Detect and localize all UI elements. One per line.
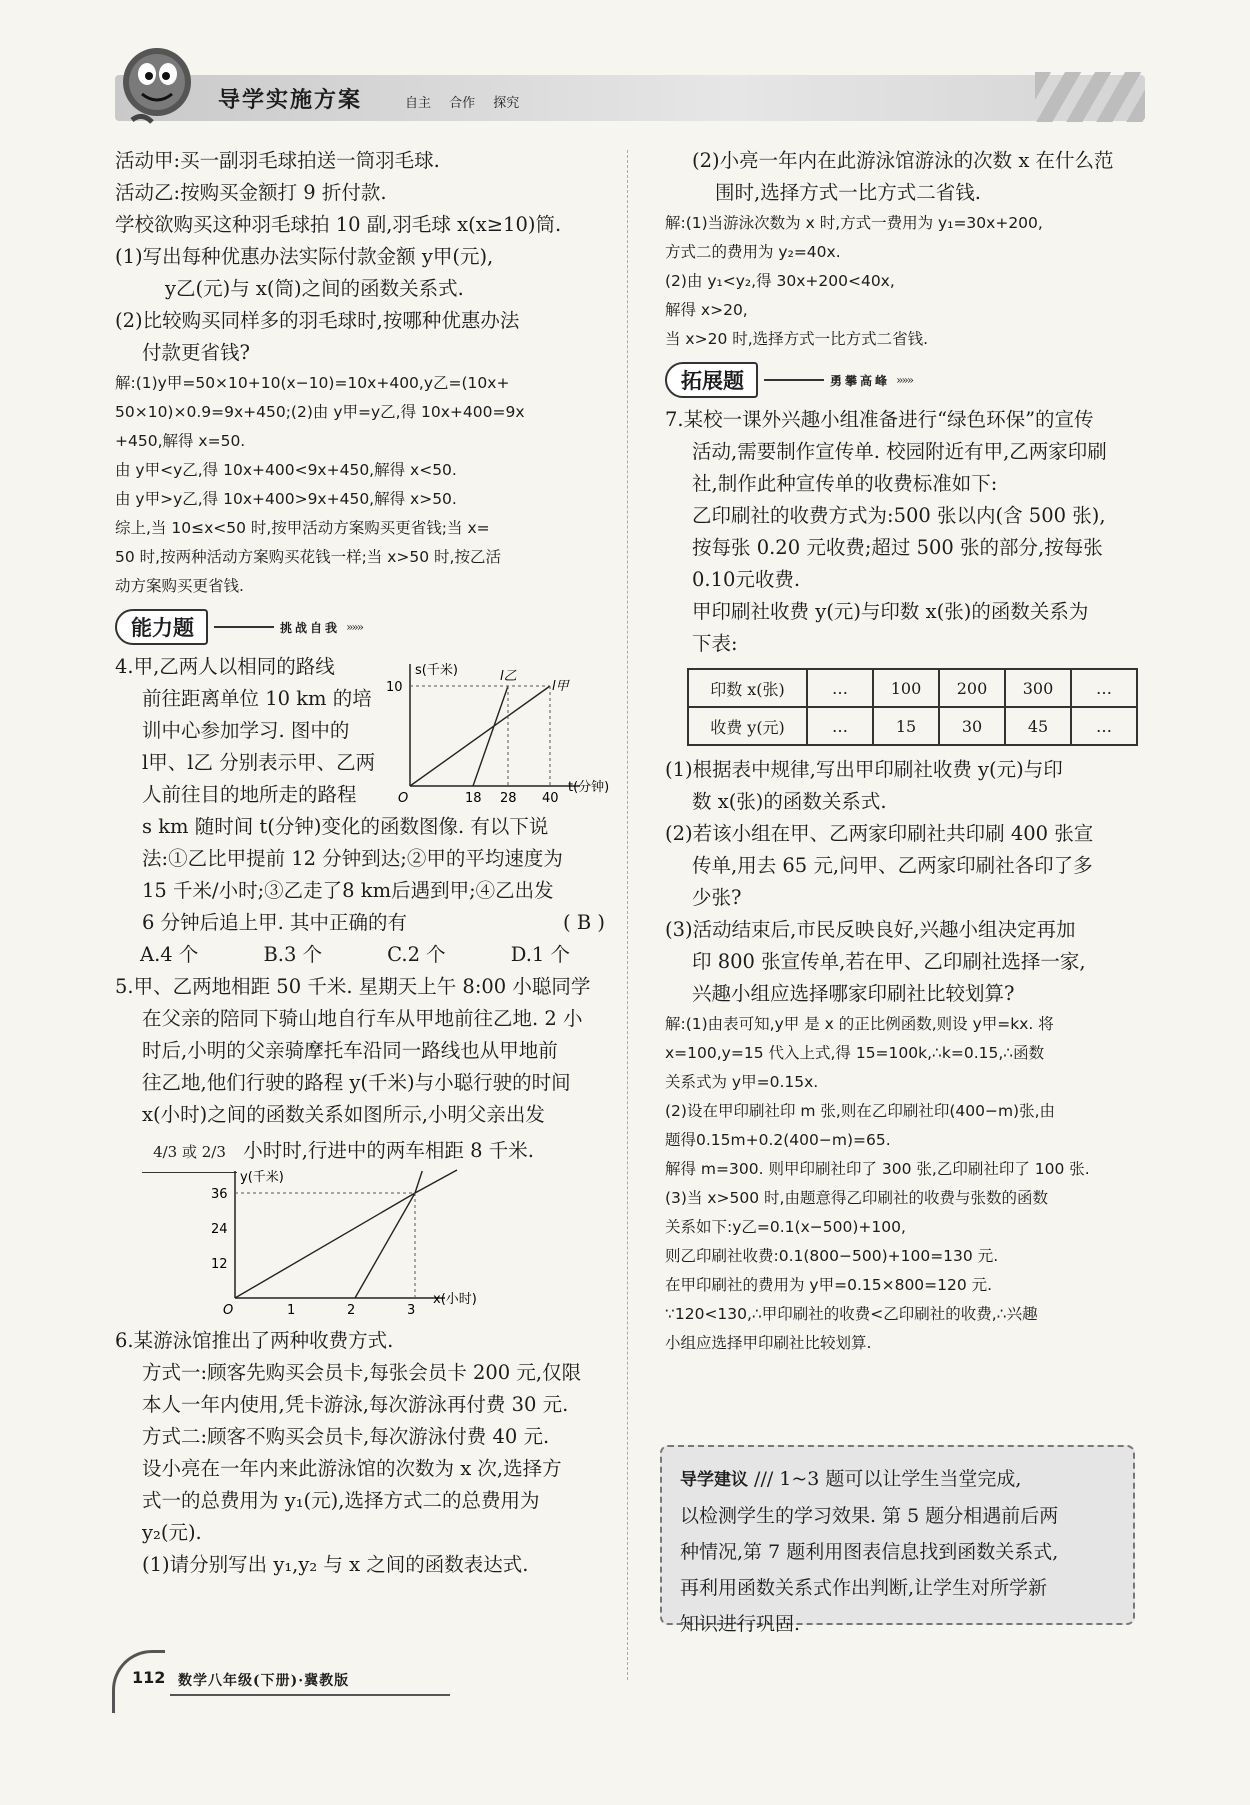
guide-box	[660, 1445, 1135, 1635]
section-rule	[214, 626, 274, 628]
solution-line: 50 时,按两种活动方案购买花钱一样;当 x>50 时,按乙活	[115, 548, 501, 566]
guide-tag: 导学建议	[680, 1470, 748, 1490]
series-line	[410, 686, 550, 786]
q7-line: 按每张 0.20 元收费;超过 500 张的部分,按每张	[692, 536, 1103, 559]
series-label-l-jia: l甲	[552, 679, 569, 694]
q5-line: x(小时)之间的函数关系如图所示,小明父亲出发	[142, 1103, 545, 1126]
q7-part-line: 少张?	[692, 886, 742, 909]
q7-part-line: 兴趣小组应选择哪家印刷社比较划算?	[692, 982, 1015, 1005]
q6-line: 本人一年内使用,凭卡游泳,每次游泳再付费 30 元.	[142, 1393, 569, 1416]
section-arrows: »»»	[346, 620, 363, 634]
q5-line: 往乙地,他们行驶的路程 y(千米)与小聪行驶的时间	[142, 1071, 571, 1094]
origin-label: O	[398, 791, 409, 806]
section-arrows: »»»	[896, 373, 913, 387]
q7-part-line: (2)若该小组在甲、乙两家印刷社共印刷 400 张宣	[665, 822, 1094, 845]
page-number: 112	[132, 1668, 166, 1687]
guide-line: 知识进行巩固.	[680, 1613, 801, 1635]
q6-line: 方式二:顾客不购买会员卡,每次游泳付费 40 元.	[142, 1425, 550, 1448]
x-tick-label: 40	[542, 791, 559, 806]
x-tick-label: 28	[500, 791, 517, 806]
table-cell: …	[807, 669, 873, 707]
q5-chart-wrap	[115, 1170, 615, 1325]
q6-2-line: (2)小亮一年内在此游泳馆游泳的次数 x 在什么范	[692, 149, 1114, 172]
section-label: 能力题	[115, 609, 208, 645]
y-tick-label: 24	[211, 1222, 228, 1237]
header-stripes	[1035, 72, 1145, 122]
intro-line: 学校欲购买这种羽毛球拍 10 副,羽毛球 x(x≥10)筒.	[115, 213, 562, 236]
series-line	[235, 1193, 415, 1298]
table-cell: …	[1071, 707, 1137, 745]
fee-table	[687, 668, 1138, 746]
question-line: (2)比较购买同样多的羽毛球时,按哪种优惠办法	[115, 309, 520, 332]
table-cell: 100	[873, 669, 939, 707]
q6-line: y₂(元).	[142, 1521, 202, 1544]
table-row	[688, 707, 1137, 745]
q4-line: 法:①乙比甲提前 12 分钟到达;②甲的平均速度为	[142, 847, 563, 870]
q7-line: 0.10元收费.	[692, 568, 801, 591]
q6-2-line: 围时,选择方式一比方式二省钱.	[715, 181, 981, 204]
q5-line: 在父亲的陪同下骑山地自行车从甲地前往乙地. 2 小	[142, 1007, 583, 1030]
solution-line: 动方案购买更省钱.	[115, 577, 244, 595]
q7-part-line: (1)根据表中规律,写出甲印刷社收费 y(元)与印	[665, 758, 1063, 781]
guide-line: 再利用函数关系式作出判断,让学生对所学新	[680, 1577, 1048, 1599]
guide-line: 以检测学生的学习效果. 第 5 题分相遇前后两	[680, 1505, 1059, 1527]
footer-book-title: 数学八年级(下册)·冀教版	[178, 1673, 350, 1689]
q4-options	[115, 939, 570, 971]
table-cell: …	[807, 707, 873, 745]
table-cell: …	[1071, 669, 1137, 707]
footer-rule	[170, 1694, 450, 1696]
q4-line: 15 千米/小时;③乙走了8 km后遇到甲;④乙出发	[142, 879, 554, 902]
q7-part-line: 数 x(张)的函数关系式.	[692, 790, 887, 813]
table-cell: 30	[939, 707, 1005, 745]
q4-line: s km 随时间 t(分钟)变化的函数图像. 有以下说	[142, 815, 549, 838]
option-a: A.4 个	[140, 943, 199, 966]
q6-line: 方式一:顾客先购买会员卡,每张会员卡 200 元,仅限	[142, 1361, 582, 1384]
q7-part-line: (3)活动结束后,市民反映良好,兴趣小组决定再加	[665, 918, 1076, 941]
q7-line: 乙印刷社的收费方式为:500 张以内(含 500 张),	[692, 504, 1106, 527]
q4-line: l甲、l乙 分别表示甲、乙两	[142, 751, 376, 774]
q5-answer: 4/3 或 2/3	[142, 1132, 237, 1173]
q4-line: 前往距离单位 10 km 的培	[142, 687, 372, 710]
solution-line: 方式二的费用为 y₂=40x.	[665, 243, 841, 261]
y-tick-label: 36	[211, 1187, 228, 1202]
origin-label: O	[223, 1303, 234, 1318]
q7-line: 甲印刷社收费 y(元)与印数 x(张)的函数关系为	[692, 600, 1089, 623]
q4-text	[115, 651, 380, 811]
guide-text: 1~3 题可以让学生当堂完成,	[779, 1468, 1022, 1490]
solution-line: 题得0.15m+0.2(400−m)=65.	[665, 1131, 891, 1149]
series-label-l-yi: l乙	[500, 669, 517, 684]
solution-line: 由 y甲<y乙,得 10x+400<9x+450,解得 x<50.	[115, 461, 457, 479]
q4-block	[115, 651, 615, 811]
header-title: 导学实施方案	[218, 88, 363, 113]
x-tick-label: 2	[347, 1303, 356, 1318]
solution-line: 在甲印刷社的费用为 y甲=0.15×800=120 元.	[665, 1276, 993, 1294]
q5-line: 5.甲、乙两地相距 50 千米. 星期天上午 8:00 小聪同学	[115, 975, 591, 998]
section-subtitle: 勇攀高峰	[830, 373, 891, 388]
solution-line: ∵120<130,∴甲印刷社的收费<乙印刷社的收费,∴兴趣	[665, 1305, 1038, 1323]
q4-continued	[115, 811, 615, 939]
solution-block	[115, 369, 615, 601]
solution-line: 关系式为 y甲=0.15x.	[665, 1073, 819, 1091]
section-label: 拓展题	[665, 362, 758, 398]
q4-line: 6 分钟后追上甲. 其中正确的有	[142, 911, 408, 934]
question-line: y乙(元)与 x(筒)之间的函数关系式.	[165, 277, 464, 300]
x-tick-label: 3	[407, 1303, 416, 1318]
column-divider	[627, 150, 628, 1680]
solution-line: x=100,y=15 代入上式,得 15=100k,∴k=0.15,∴函数	[665, 1044, 1045, 1062]
q7-line: 下表:	[692, 632, 738, 655]
q4-line: 训中心参加学习. 图中的	[142, 719, 350, 742]
q6-line: 设小亮在一年内来此游泳馆的次数为 x 次,选择方	[142, 1457, 562, 1480]
series-line	[473, 686, 508, 786]
table-cell: 45	[1005, 707, 1071, 745]
mascot-icon	[112, 42, 202, 128]
solution-line: 当 x>20 时,选择方式一比方式二省钱.	[665, 330, 929, 348]
guide-slashes: ///	[754, 1468, 780, 1490]
q7-line: 活动,需要制作宣传单. 校园附近有甲,乙两家印刷	[692, 440, 1107, 463]
x-tick-label: 1	[287, 1303, 296, 1318]
solution-line: 解得 m=300. 则甲印刷社印了 300 张,乙印刷社印了 100 张.	[665, 1160, 1090, 1178]
section-header-extension	[665, 360, 1160, 400]
solution-line: (2)设在甲印刷社印 m 张,则在乙印刷社印(400−m)张,由	[665, 1102, 1056, 1120]
option-c: C.2 个	[387, 943, 446, 966]
q7-part-line: 印 800 张宣传单,若在甲、乙印刷社选择一家,	[692, 950, 1086, 973]
y-tick-label: 12	[211, 1257, 228, 1272]
q7-line: 社,制作此种宣传单的收费标准如下:	[692, 472, 998, 495]
y-axis-label: y(千米)	[240, 1170, 284, 1185]
chart-q5	[195, 1170, 477, 1323]
q7-line: 7.某校一课外兴趣小组准备进行“绿色环保”的宣传	[665, 408, 1094, 431]
q6-line: (1)请分别写出 y₁,y₂ 与 x 之间的函数表达式.	[142, 1553, 529, 1576]
option-b: B.3 个	[263, 943, 323, 966]
y-axis-label: s(千米)	[415, 663, 458, 678]
solution-line: (2)由 y₁<y₂,得 30x+200<40x,	[665, 272, 895, 290]
table-cell: 15	[873, 707, 939, 745]
solution-line: (3)当 x>500 时,由题意得乙印刷社的收费与张数的函数	[665, 1189, 1048, 1207]
table-cell: 300	[1005, 669, 1071, 707]
table-row	[688, 669, 1137, 707]
left-column	[115, 145, 615, 1581]
q7-part-line: 传单,用去 65 元,问甲、乙两家印刷社各印了多	[692, 854, 1093, 877]
solution-line: 则乙印刷社收费:0.1(800−500)+100=130 元.	[665, 1247, 999, 1265]
solution-line: 由 y甲>y乙,得 10x+400>9x+450,解得 x>50.	[115, 490, 457, 508]
solution-line: +450,解得 x=50.	[115, 432, 246, 450]
section-header-ability	[115, 607, 615, 647]
right-column	[665, 145, 1160, 1358]
q4-line: 4.甲,乙两人以相同的路线	[115, 655, 335, 678]
solution-line: 解:(1)当游泳次数为 x 时,方式一费用为 y₁=30x+200,	[665, 214, 1043, 232]
q5-line: 时后,小明的父亲骑摩托车沿同一路线也从甲地前	[142, 1039, 558, 1062]
table-cell: 200	[939, 669, 1005, 707]
section-subtitle: 挑战自我	[280, 620, 341, 635]
table-cell: 印数 x(张)	[688, 669, 807, 707]
solution-line: 解:(1)y甲=50×10+10(x−10)=10x+400,y乙=(10x+	[115, 374, 510, 392]
q5-tail: 小时时,行进中的两车相距 8 千米.	[243, 1139, 534, 1162]
guide-line	[680, 1461, 1115, 1498]
solution-line: 解:(1)由表可知,y甲 是 x 的正比例函数,则设 y甲=kx. 将	[665, 1015, 1054, 1033]
option-d: D.1 个	[510, 943, 570, 966]
q4-last-line	[142, 907, 615, 939]
intro-line: 活动乙:按购买金额打 9 折付款.	[115, 181, 387, 204]
x-axis-label: t(分钟)	[568, 780, 610, 795]
q5-answer-line	[115, 1131, 615, 1173]
solution-line: 综上,当 10≤x<50 时,按甲活动方案购买更省钱;当 x=	[115, 519, 490, 537]
solution-block	[665, 1010, 1160, 1358]
solution-line: 关系如下:y乙=0.1(x−500)+100,	[665, 1218, 906, 1236]
q6-line: 6.某游泳馆推出了两种收费方式.	[115, 1329, 394, 1352]
q4-answer: ( B )	[563, 911, 605, 934]
question-line: 付款更省钱?	[142, 341, 250, 364]
x-tick-label: 18	[465, 791, 482, 806]
solution-line: 解得 x>20,	[665, 301, 748, 319]
x-axis-label: x(小时)	[433, 1292, 477, 1307]
y-tick-label: 10	[386, 680, 403, 695]
solution-line: 50×10)×0.9=9x+450;(2)由 y甲=y乙,得 10x+400=9x	[115, 403, 525, 421]
q4-line: 人前往目的地所走的路程	[142, 783, 357, 806]
chart-q4	[380, 651, 610, 811]
question-line: (1)写出每种优惠办法实际付款金额 y甲(元),	[115, 245, 494, 268]
q6-line: 式一的总费用为 y₁(元),选择方式二的总费用为	[142, 1489, 540, 1512]
header-subtitle: 自主 合作 探究	[405, 96, 520, 111]
guide-line: 种情况,第 7 题利用图表信息找到函数关系式,	[680, 1541, 1059, 1563]
section-rule	[764, 379, 824, 381]
intro-line: 活动甲:买一副羽毛球拍送一筒羽毛球.	[115, 149, 440, 172]
table-cell: 收费 y(元)	[688, 707, 807, 745]
solution-line: 小组应选择甲印刷社比较划算.	[665, 1334, 872, 1352]
series-line	[355, 1193, 415, 1298]
